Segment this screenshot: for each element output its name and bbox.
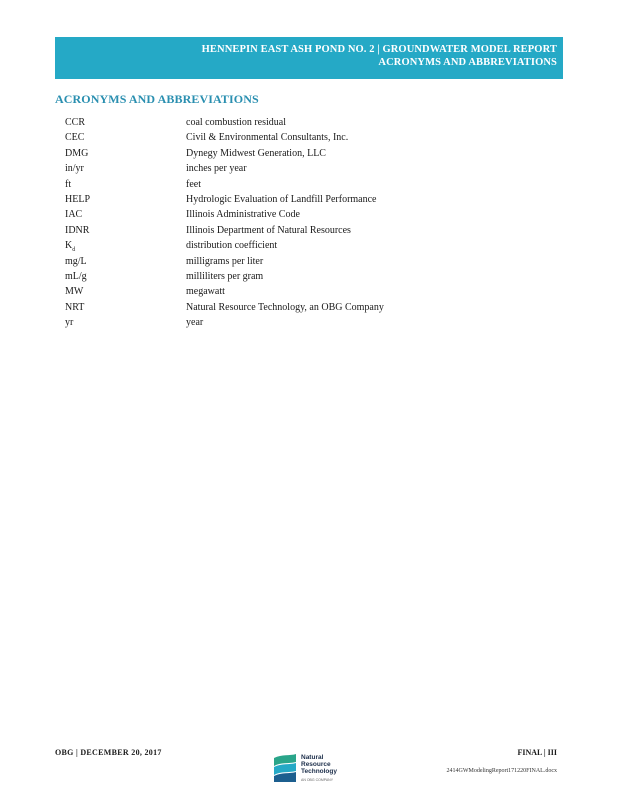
acronym-definition: Civil & Environmental Consultants, Inc. [186,132,349,144]
acronym-term: mg/L [65,255,87,267]
acronym-term: MW [65,286,84,298]
acronym-term-base: K [65,240,73,252]
acronym-term-subscript: d [72,247,76,254]
acronym-list [65,115,545,330]
acronym-row [65,130,545,145]
acronym-row [65,254,545,269]
acronym-row [65,269,545,284]
section-title: ACRONYMS AND ABBREVIATIONS [55,92,259,106]
logo-subtitle: AN OBG COMPANY [301,778,334,782]
footer-filename: 2414GWModelingReport171220FINAL.docx [446,768,557,774]
logo-text [301,754,337,775]
acronym-row [65,146,545,161]
acronym-definition: distribution coefficient [186,240,278,252]
footer-date: OBG | DECEMBER 20, 2017 [55,748,162,757]
acronym-term: NRT [65,301,85,313]
acronym-row [65,207,545,222]
acronym-term: CCR [65,117,86,128]
acronym-row [65,192,545,207]
acronym-row [65,300,545,315]
acronym-term: ft [65,178,72,190]
logo-mark-icon [272,752,298,784]
acronym-term: mL/g [65,270,87,282]
acronym-term: in/yr [65,163,84,175]
logo-line: Natural [301,754,324,761]
acronym-definition: Illinois Department of Natural Resources [186,224,351,236]
acronym-definition: coal combustion residual [186,117,286,128]
acronym-definition: Dynegy Midwest Generation, LLC [186,147,326,159]
acronym-row [65,315,545,330]
acronym-definition: inches per year [186,163,247,175]
acronym-definition: milliliters per gram [186,270,264,282]
acronym-definition: Natural Resource Technology, an OBG Company [186,301,384,313]
company-logo [272,752,354,788]
logo-line: Resource [301,761,331,768]
header-title: HENNEPIN EAST ASH POND NO. 2 | GROUNDWATER MODEL REPORT [201,44,557,55]
acronym-row [65,223,545,238]
acronym-term: HELP [65,193,90,205]
footer-page-label: FINAL | III [517,748,557,757]
acronym-row [65,284,545,299]
acronym-definition: megawatt [186,286,225,298]
acronym-term: yr [65,317,74,329]
acronym-row [65,115,545,130]
acronym-term: CEC [65,132,85,144]
acronym-definition: Hydrologic Evaluation of Landfill Performance [186,193,377,205]
acronym-definition: milligrams per liter [186,255,264,267]
acronym-term: DMG [65,147,89,159]
acronym-term: IDNR [65,224,90,236]
acronym-row [65,161,545,176]
acronym-row [65,238,545,253]
logo-line: Technology [301,768,337,775]
acronym-definition: year [186,317,204,329]
acronym-term: IAC [65,209,83,221]
acronym-definition: feet [186,178,201,190]
header-band [55,37,563,79]
acronym-definition: Illinois Administrative Code [186,209,300,221]
acronym-row [65,177,545,192]
header-subtitle: ACRONYMS AND ABBREVIATIONS [378,57,557,68]
